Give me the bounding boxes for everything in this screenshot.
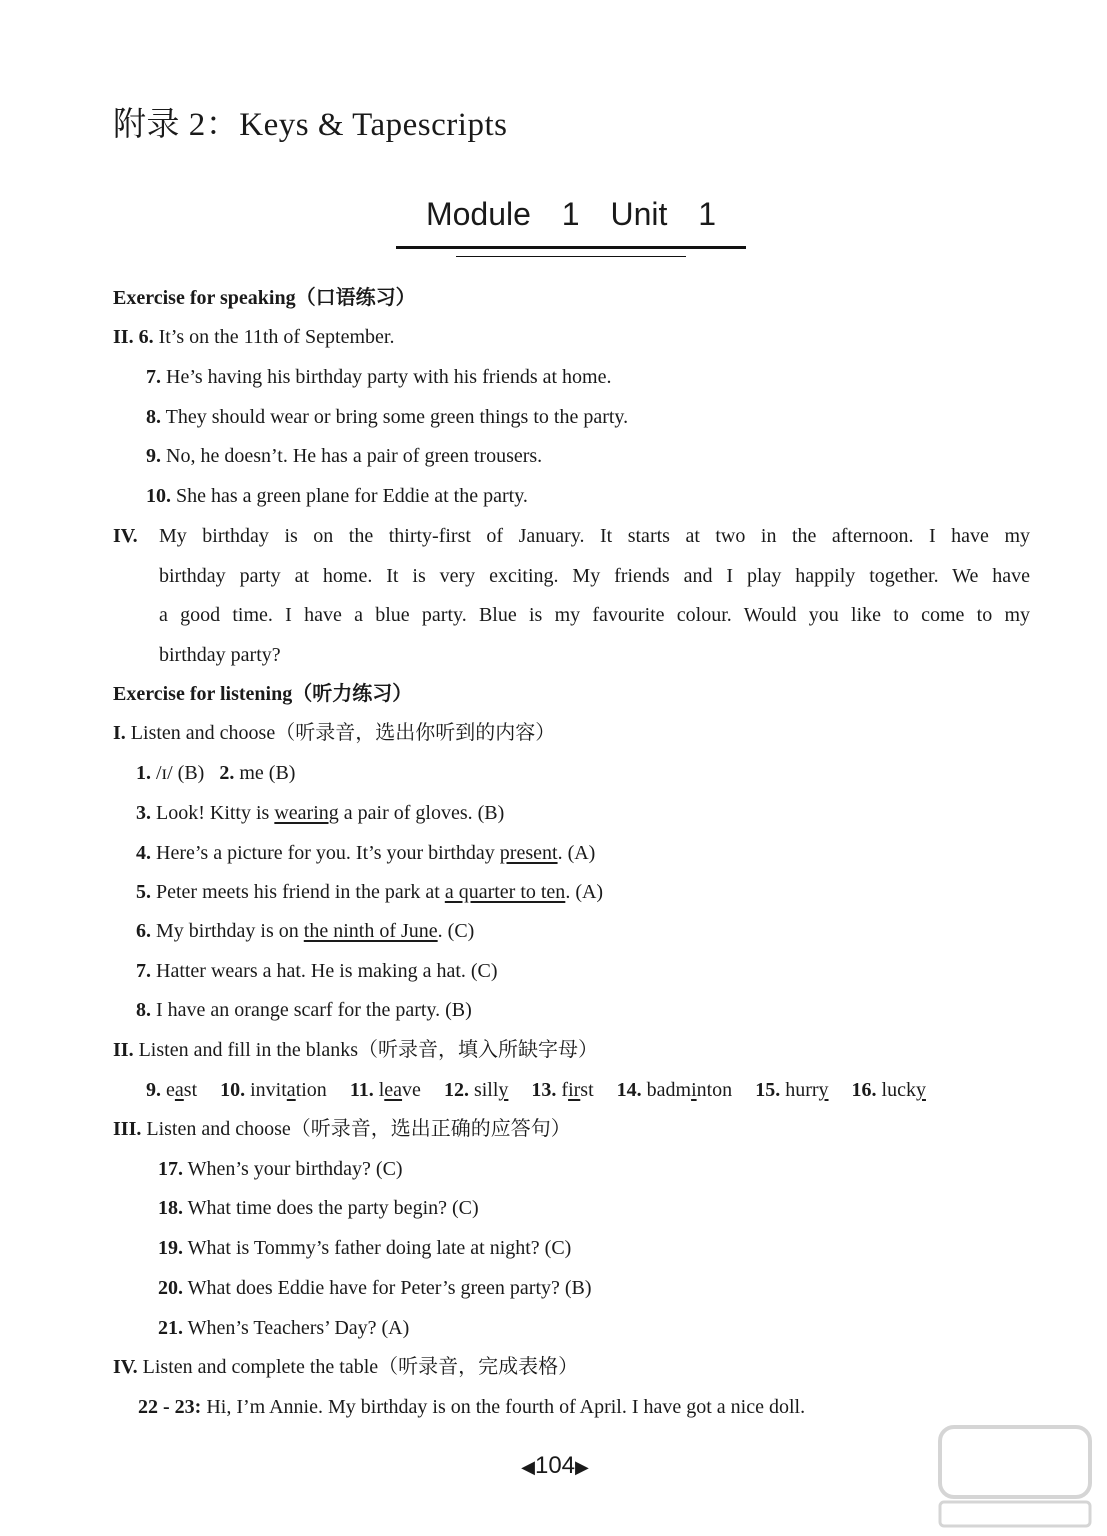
- heading-rule-thick: [396, 246, 746, 249]
- fill-item: [146, 1079, 197, 1101]
- answer-text: She has a green plane for Eddie at the party.: [176, 485, 528, 507]
- part-instruction: [113, 1037, 598, 1063]
- word-part: luck: [881, 1079, 916, 1101]
- part-instruction: [113, 1116, 571, 1142]
- answer-line: [158, 1315, 409, 1341]
- answer-text-post: . (C): [437, 920, 475, 942]
- paragraph-line: My birthday is on the thirty-first of January. It starts at two in the afternoon. I have my: [159, 525, 1030, 547]
- watermark-logo: [930, 1422, 1100, 1532]
- fill-blanks-row: [146, 1077, 926, 1103]
- answer-line: [136, 879, 603, 905]
- fill-item: [755, 1079, 828, 1101]
- word-part: hurr: [785, 1079, 819, 1101]
- answer-text-pre: Look! Kitty is: [156, 802, 275, 824]
- word-part: st: [580, 1079, 594, 1101]
- item-number: 12.: [443, 1079, 469, 1101]
- answer-text-pre: My birthday is on: [156, 920, 304, 942]
- answer-text: /ɪ/ (B): [156, 762, 205, 784]
- underlined-answer: present: [499, 842, 558, 864]
- item-number: 5.: [136, 881, 151, 903]
- item-number: 17.: [158, 1158, 183, 1180]
- underlined-answer: wearing: [274, 802, 339, 824]
- item-number: 2.: [219, 762, 235, 784]
- answer-text-pre: Peter meets his friend in the park at: [156, 881, 445, 903]
- missing-letters: ir: [568, 1079, 581, 1101]
- instruction-text: Listen and fill in the blanks（听录音，填入所缺字母）: [138, 1039, 598, 1061]
- answer-text: When’s Teachers’ Day? (A): [187, 1317, 410, 1339]
- speaking-heading: Exercise for speaking（口语练习）: [113, 287, 416, 309]
- item-number: 19.: [158, 1237, 183, 1259]
- missing-letters: y: [498, 1079, 509, 1101]
- part-instruction: [113, 1354, 578, 1380]
- roman-numeral: II.: [113, 1039, 134, 1061]
- word-part: badm: [646, 1079, 692, 1101]
- answer-line: [158, 1235, 571, 1261]
- answer-text: It’s on the 11th of September.: [158, 326, 395, 348]
- item-number: 6.: [138, 326, 154, 348]
- word-part: invit: [250, 1079, 287, 1101]
- instruction-text: Listen and complete the table（听录音，完成表格）: [142, 1356, 579, 1378]
- page-number: [500, 1452, 610, 1480]
- answer-line: [146, 364, 611, 390]
- page-number-value: 104: [534, 1452, 576, 1479]
- answer-line: [136, 997, 472, 1023]
- fill-item: [852, 1079, 926, 1101]
- word-part: f: [561, 1079, 569, 1101]
- word-part: ve: [402, 1079, 421, 1101]
- answer-text-post: . (A): [565, 881, 604, 903]
- answer-line: [138, 1394, 805, 1420]
- word-part: e: [166, 1079, 175, 1101]
- answer-text: me (B): [239, 762, 296, 784]
- item-number: 11.: [349, 1079, 374, 1101]
- triangle-right-icon: ▶: [575, 1457, 589, 1477]
- item-number: 4.: [136, 842, 151, 864]
- item-number: 6.: [136, 920, 151, 942]
- roman-numeral: III.: [113, 1118, 142, 1140]
- item-number: 21.: [158, 1317, 183, 1339]
- item-number: 10.: [220, 1079, 246, 1101]
- listening-heading: Exercise for listening（听力练习）: [113, 683, 413, 705]
- word-part: l: [378, 1079, 385, 1101]
- word-part: tion: [295, 1079, 327, 1101]
- underlined-answer: the ninth of June: [303, 920, 438, 942]
- missing-letters: a: [286, 1079, 296, 1101]
- paragraph-line: birthday party at home. It is very exciting. My friends and I play happily together. We have: [159, 564, 1030, 587]
- paragraph-line: birthday party?: [159, 643, 281, 666]
- roman-numeral: II.: [113, 326, 134, 348]
- word-part: sill: [473, 1079, 499, 1101]
- answer-text: They should wear or bring some green things to the party.: [165, 406, 629, 428]
- item-number: 8.: [146, 406, 161, 428]
- answer-text: What time does the party begin? (C): [187, 1197, 479, 1219]
- item-number: 15.: [755, 1079, 781, 1101]
- roman-numeral: IV.: [113, 525, 138, 547]
- answer-text-post: . (A): [557, 842, 596, 864]
- answer-line: [146, 443, 542, 469]
- instruction-text: Listen and choose（听录音，选出你听到的内容）: [130, 722, 556, 744]
- item-number: 16.: [851, 1079, 877, 1101]
- item-number: 3.: [136, 802, 151, 824]
- item-number: 7.: [146, 366, 161, 388]
- answer-text-pre: Here’s a picture for you. It’s your birthday: [156, 842, 500, 864]
- answer-line: [146, 404, 628, 430]
- answer-line: [158, 1195, 479, 1221]
- missing-letters: y: [818, 1079, 829, 1101]
- missing-letters: ea: [384, 1079, 403, 1101]
- heading-rule-thin: [456, 256, 686, 257]
- answer-line: [113, 324, 394, 350]
- roman-numeral: IV.: [113, 1356, 138, 1378]
- unit-heading: Module 1 Unit 1: [425, 196, 717, 232]
- roman-numeral: I.: [113, 722, 126, 744]
- answer-text: What does Eddie have for Peter’s green party? (B): [187, 1277, 592, 1299]
- underlined-answer: a quarter to ten: [444, 881, 566, 903]
- item-number: 9.: [146, 445, 161, 467]
- answer-text: No, he doesn’t. He has a pair of green trousers.: [166, 445, 543, 467]
- sample-paragraph: [159, 523, 1030, 681]
- missing-letters: i: [691, 1079, 697, 1101]
- answer-text: I have an orange scarf for the party. (B): [156, 999, 472, 1021]
- item-number: 9.: [146, 1079, 161, 1101]
- paragraph-line: a good time. I have a blue party. Blue is my favourite colour. Would you like to come to my: [159, 604, 1030, 626]
- item-number: 7.: [136, 960, 151, 982]
- answer-line: [136, 958, 498, 984]
- answer-text-post: a pair of gloves. (B): [338, 802, 505, 824]
- answer-line: [158, 1156, 403, 1182]
- part-instruction: [113, 720, 555, 746]
- answer-text: When’s your birthday? (C): [187, 1158, 403, 1180]
- triangle-left-icon: ◀: [521, 1457, 535, 1477]
- answer-line: [136, 800, 504, 826]
- answer-line: [146, 483, 528, 509]
- fill-item: [444, 1079, 508, 1101]
- word-part: nton: [696, 1079, 733, 1101]
- answer-text: Hi, I’m Annie. My birthday is on the fourth of April. I have got a nice doll.: [206, 1396, 806, 1418]
- answer-text: He’s having his birthday party with his friends at home.: [166, 366, 612, 388]
- fill-item: [220, 1079, 327, 1101]
- item-number: 1.: [136, 762, 151, 784]
- fill-item: [531, 1079, 593, 1101]
- answer-text: What is Tommy’s father doing late at night? (C): [187, 1237, 572, 1259]
- answer-line: [158, 1275, 592, 1301]
- item-number: 8.: [136, 999, 151, 1021]
- item-number: 14.: [616, 1079, 642, 1101]
- answer-line: [136, 918, 474, 944]
- missing-letters: a: [174, 1079, 184, 1101]
- fill-item: [350, 1079, 421, 1101]
- fill-item: [617, 1079, 733, 1101]
- answer-line: [136, 840, 595, 866]
- instruction-text: Listen and choose（听录音，选出正确的应答句）: [146, 1118, 571, 1140]
- word-part: st: [183, 1079, 198, 1101]
- answer-line: [136, 760, 295, 786]
- item-number: 18.: [158, 1197, 183, 1219]
- item-number: 22 - 23:: [138, 1396, 202, 1418]
- item-number: 13.: [531, 1079, 557, 1101]
- item-number: 20.: [158, 1277, 183, 1299]
- answer-text: Hatter wears a hat. He is making a hat. (C): [156, 960, 498, 982]
- item-number: 10.: [146, 485, 171, 507]
- missing-letters: y: [915, 1079, 926, 1101]
- page-title: 附录 2：Keys & Tapescripts: [113, 107, 508, 143]
